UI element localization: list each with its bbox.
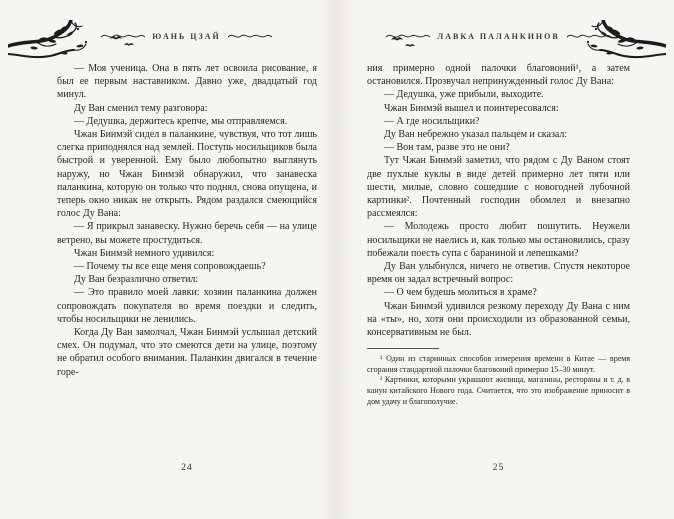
paragraph: — Почему ты все еще меня сопровождаешь?: [74, 261, 266, 273]
page-body-text-right: [367, 62, 630, 407]
paragraph-list-left: [57, 62, 317, 379]
paragraph: — Молодежь просто любит пошутить. Неужели носильщики не наелись и, как только мы остановились, сразу побежали поесть супа с бараниной и лепешками?: [367, 221, 630, 259]
footnote: ² Картинки, которыми украшают жилища, магазины, рестораны и т. д. в канун китайского Нового года. Считается, что это изображение приносит в дом удачу и благополучие.: [367, 375, 630, 406]
paragraph: — Дедушка, держитесь крепче, мы отправляемся.: [74, 115, 288, 127]
paragraph: Ду Ван сменил тему разговора:: [74, 102, 208, 114]
book-title: ЛАВКА ПАЛАНКИНОВ: [437, 31, 560, 41]
paragraph: — Это правило моей лавки: хозяин паланкина должен сопровождать покупателя во время поездки и следить, чтобы носильщики не ленились.: [57, 287, 317, 325]
footnote: ¹ Один из старинных способов измерения времени в Китае — время сгорания стандартной палочки благовоний примерно 15–30 минут.: [367, 354, 630, 374]
flourish-icon: [228, 31, 272, 41]
paragraph: Когда Ду Ван замолчал, Чжан Бинмэй услышал детский смех. Он подумал, что это смеются дети на улице, поэтому не обратил особого внимания. Паланкин двигался в течение горе-: [57, 327, 317, 378]
bird-icon: [405, 43, 415, 48]
paragraph: Ду Ван улыбнулся, ничего не ответив. Спустя некоторое время он задал встречный вопрос:: [367, 261, 630, 286]
page-body-text-left: [57, 62, 317, 379]
paragraph: Чжан Бинмэй сидел в паланкине, чувствуя, что тот лишь слегка приподнялся над землей. Поступь носильщиков была быстрой и уверенной. Ему было любопытно выглянуть наружу, но Чжан Бинмэй обнаружил, что занавеска паланкина, которую он только что поднял, снова опущена, и теперь окно никак не открыть. Рядом раздался смеющийся голос Ду Вана:: [57, 129, 317, 220]
paragraph: Чжан Бинмэй удивился резкому переходу Ду Вана с ним на «ты», но, хотя они происходили из образованной семьи, консервативным не был.: [367, 300, 630, 339]
paragraph: — О чем будешь молиться в храме?: [384, 287, 537, 299]
paragraph: Ду Ван безразлично ответил:: [74, 274, 199, 286]
paragraph: — Вон там, разве это не они?: [384, 142, 510, 154]
paragraph-list-right: [367, 62, 630, 339]
paragraph: — Дедушка, уже прибыли, выходите.: [384, 89, 544, 101]
paragraph: — Моя ученица. Она в пять лет освоила рисование, я был ее первым наставником. Давно уже, двадцатый год минул.: [57, 63, 317, 101]
paragraph: ния примерно одной палочки благовоний¹, а затем остановился. Прозвучал непринужденный голос Ду Вана:: [367, 63, 630, 88]
paragraph: Ду Ван небрежно указал пальцем и сказал:: [384, 129, 568, 141]
flourish-icon: [101, 31, 145, 41]
flourish-icon: [567, 31, 611, 41]
author-name: ЮАНЬ ЦЗАЙ: [152, 31, 221, 41]
running-head-author: [56, 31, 317, 41]
running-head-title: [367, 31, 630, 41]
paragraph: — А где носильщики?: [384, 115, 480, 127]
page-number-right: 25: [492, 463, 505, 473]
bird-icon: [124, 42, 134, 47]
paragraph: Чжан Бинмэй вышел и поинтересовался:: [384, 102, 559, 114]
paragraph: Тут Чжан Бинмэй заметил, что рядом с Ду Ваном стоят две пухлые куклы в виде детей примерно лет пяти или шести, милые, словно сошедшие с новогодней лубочной картинки². Почтенный господин обомлел и внезапно рассмеялся:: [367, 155, 630, 220]
page-right: [337, 0, 674, 519]
footnote-separator: [367, 348, 439, 349]
paragraph: Чжан Бинмэй немного удивился:: [74, 247, 215, 259]
flourish-icon: [386, 31, 430, 41]
page-number-left: 24: [181, 463, 193, 473]
footnote-list: [367, 354, 630, 407]
paragraph: — Я прикрыл занавеску. Нужно беречь себя — на улице ветрено, вы можете простудиться.: [57, 221, 317, 246]
